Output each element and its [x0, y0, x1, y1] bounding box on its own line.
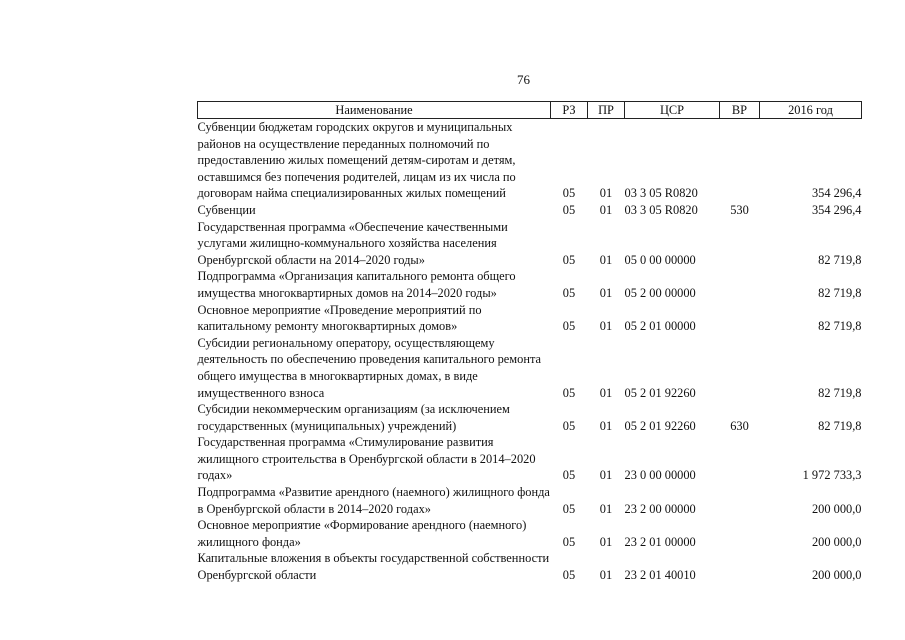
table-row [198, 484, 862, 517]
row-name: Субсидии региональному оператору, осуществляющему деятельность по обеспечению проведения капитального ремонта общего имущества в многоквартирных домах, в виде имущественного взноса [197, 335, 542, 400]
row-rz: 05 [562, 319, 576, 334]
table-row [198, 202, 862, 219]
row-pr: 01 [599, 501, 613, 516]
row-rz: 05 [562, 202, 576, 217]
table-row [198, 517, 862, 550]
row-csr: 05 2 01 00000 [624, 319, 696, 334]
row-vr [720, 517, 760, 550]
header-rz: РЗ [551, 102, 588, 119]
table-body [198, 119, 862, 584]
row-vr [720, 335, 760, 401]
row-rz: 05 [562, 418, 576, 433]
row-vr [720, 219, 760, 269]
row-pr: 01 [599, 568, 613, 583]
table-row [198, 119, 862, 202]
row-vr: 630 [730, 418, 749, 433]
row-rz: 05 [562, 534, 576, 549]
header-pr: ПР [588, 102, 625, 119]
row-csr: 23 2 01 40010 [624, 568, 696, 583]
row-amount: 82 719,8 [818, 285, 862, 300]
header-csr: ЦСР [625, 102, 720, 119]
row-pr: 01 [599, 252, 613, 267]
row-amount: 200 000,0 [811, 568, 862, 583]
row-csr: 05 0 00 00000 [624, 252, 696, 267]
row-csr: 03 3 05 R0820 [624, 186, 698, 201]
row-csr: 03 3 05 R0820 [624, 202, 698, 217]
row-amount: 200 000,0 [811, 501, 862, 516]
table-row [198, 302, 862, 335]
row-csr: 23 2 01 00000 [624, 534, 696, 549]
row-amount: 1 972 733,3 [802, 468, 862, 483]
row-name: Основное мероприятие «Формирование арендного (наемного) жилищного фонда» [197, 518, 527, 549]
row-amount: 82 719,8 [818, 385, 862, 400]
table-row [198, 335, 862, 401]
row-rz: 05 [562, 468, 576, 483]
row-vr [720, 550, 760, 583]
header-name: Наименование [198, 102, 551, 119]
table-row [198, 219, 862, 269]
row-csr: 23 2 00 00000 [624, 501, 696, 516]
row-vr [720, 484, 760, 517]
row-csr: 05 2 01 92260 [624, 418, 696, 433]
row-rz: 05 [562, 568, 576, 583]
row-name: Государственная программа «Обеспечение качественными услугами жилищно-коммунального хозяйства населения Оренбургской области на 2014–2020 годы» [197, 219, 508, 267]
row-pr: 01 [599, 285, 613, 300]
row-vr [720, 268, 760, 301]
header-year: 2016 год [760, 102, 862, 119]
row-amount: 82 719,8 [818, 252, 862, 267]
row-rz: 05 [562, 285, 576, 300]
row-csr: 05 2 01 92260 [624, 385, 696, 400]
row-rz: 05 [562, 501, 576, 516]
row-name: Субвенции [197, 202, 256, 217]
row-pr: 01 [599, 534, 613, 549]
table-row [198, 401, 862, 434]
row-name: Основное мероприятие «Проведение мероприятий по капитальному ремонту многоквартирных домов» [197, 302, 482, 334]
row-pr: 01 [599, 186, 613, 201]
row-amount: 82 719,8 [818, 418, 862, 433]
row-vr [720, 434, 760, 484]
row-vr: 530 [730, 202, 749, 217]
header-vr: ВР [720, 102, 760, 119]
row-name: Государственная программа «Стимулирование развития жилищного строительства в Оренбургской области в 2014–2020 годах» [197, 435, 536, 483]
row-name: Подпрограмма «Организация капитального ремонта общего имущества многоквартирных домов на 2014–2020 годы» [197, 269, 516, 300]
row-amount: 200 000,0 [811, 534, 862, 549]
row-csr: 23 0 00 00000 [624, 468, 696, 483]
row-pr: 01 [599, 468, 613, 483]
table-row [198, 434, 862, 484]
row-vr [720, 119, 760, 202]
row-name: Капитальные вложения в объекты государственной собственности Оренбургской области [197, 551, 550, 583]
row-name: Субсидии некоммерческим организациям (за исключением государственных (муниципальных) учреждений) [197, 402, 510, 433]
row-name: Субвенции бюджетам городских округов и муниципальных районов на осуществление переданных полномочий по предоставлению жилых помещений детям-сиротам и детям, оставшимся без попечения родителей, лицам из их числа по договорам найма специализированных жилых помещений [197, 120, 516, 201]
row-pr: 01 [599, 385, 613, 400]
row-pr: 01 [599, 319, 613, 334]
row-amount: 354 296,4 [811, 202, 862, 217]
row-vr [720, 302, 760, 335]
row-pr: 01 [599, 202, 613, 217]
row-csr: 05 2 00 00000 [624, 285, 696, 300]
page-number: 76 [517, 72, 530, 87]
row-name: Подпрограмма «Развитие арендного (наемного) жилищного фонда в Оренбургской области в 2014–2020 годах» [197, 485, 550, 516]
row-rz: 05 [562, 385, 576, 400]
budget-table [197, 101, 862, 584]
table-row [198, 268, 862, 301]
table-row [198, 550, 862, 583]
row-amount: 354 296,4 [811, 186, 862, 201]
row-pr: 01 [599, 418, 613, 433]
row-rz: 05 [562, 252, 576, 267]
table-header-row [198, 102, 862, 119]
row-amount: 82 719,8 [818, 319, 862, 334]
row-rz: 05 [562, 186, 576, 201]
